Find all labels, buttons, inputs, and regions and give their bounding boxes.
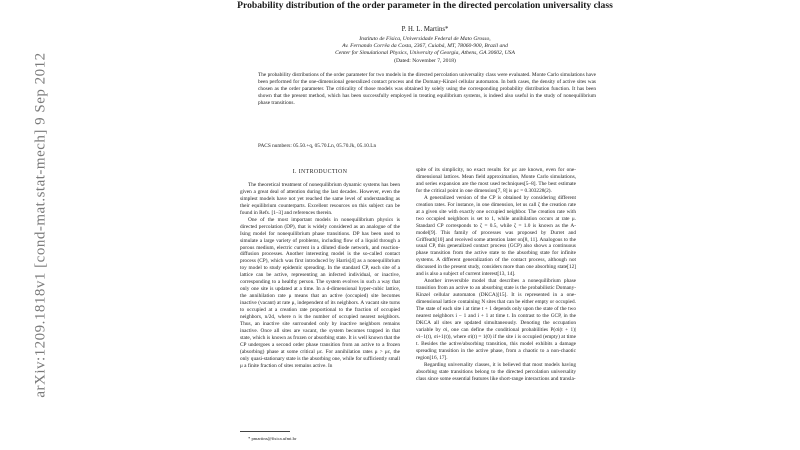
arxiv-side-stamp [30, 40, 52, 410]
affiliation-line: Instituto de Física, Universidade Federal de Mato Grosso, [359, 36, 491, 42]
pacs-numbers: PACS numbers: 05.50.+q, 05.70.Ln, 05.70.Jk, 05.10.Ln [258, 143, 377, 149]
paragraph: A generalized version of the CP is obtained by considering different creation rates. For instance, in one dimension, let us call ζ the creation rate at a given site with exactly one occupied neighbor. The creation rate with two occupied neighbors is set to 1, while annihilation occurs at rate μ. Standard CP corresponds to ζ = 0.5, while ζ = 1.0 is known as the A-model[9]. This family of processes was proposed by Durret and Griffeath[10] and received some attention later on[8, 11]. Analogous to the usual CP, this generalized contact process (GCP) also shows a continuous phase transition from the active state to the absorbing state for infinite systems. A different generalization of the contact process, although not discussed in the present study, considers more than one absorbing state[12] and is also a subject of current interest[13, 14]. [416, 194, 576, 278]
affiliation-line: Center for Simulational Physics, University of Georgia, Athens, GA 30602, USA [335, 50, 515, 57]
left-column [240, 165, 400, 370]
paragraph: The theoretical treatment of nonequilibrium dynamic systems has been given a great deal of attention during the last decades. However, even the simplest models have not yet reached the same level of understanding as their equilibrium counterparts. Excellent resources on this subject can be found in Refs. [1–3] and references therein. [240, 181, 400, 216]
affiliation-block [210, 36, 640, 65]
arxiv-identifier: arXiv:1209.1818v1 [cond-mat.stat-mech] 9 Sep 2012 [32, 52, 49, 398]
affiliation-line: Av. Fernando Corrêa da Costa, 2367, Cuiabá, MT, 78060-900, Brazil and [342, 43, 508, 50]
right-column [416, 167, 576, 383]
author-line: P. H. L. Martins* [401, 26, 449, 33]
section-heading: I. INTRODUCTION [292, 169, 348, 175]
paragraph: Another irreversible model that describes a nonequilibrium phase transition from an active to an absorbing state is the probabilistic Domany-Kinzel cellular automaton (DKCA)[15]. It is represented in a one-dimensional lattice containing N sites that can be either empty or occupied. The state of each site i at time t + 1 depends only upon the state of the two nearest neighbors i − 1 and i + 1 at time t. In contrast to the GCP, in the DKCA all sites are updated simultaneously. Denoting the occupation variable by σi, one can define the conditional probabilities P(σi(t + 1)|σi−1(t), σi+1(t)), where σi(t) = 1(0) if the site i is occupied (empty) at time t. Besides the active/absorbing transition, this model exhibits a damage spreading transition in the active phase, from a chaotic to a non-chaotic region[16, 17]. [416, 278, 576, 361]
abstract: The probability distributions of the order parameter for two models in the directed percolation universality class were evaluated. Monte Carlo simulations have been performed for the one-dimensional generalized contact process and the Domany-Kinzel cellular automaton. In both cases, the density of active sites was chosen as the order parameter. The criticality of those models was obtained by solely using the corresponding probability distribution function. It has been shown that the present method, which has been successfully employed in treating equilibrium systems, is indeed also useful in the study of nonequilibrium phase transitions. [258, 72, 596, 106]
paragraph: spite of its simplicity, no exact results for μc are known, even for one-dimensional lattices. Mean field approximation, Monte Carlo simulations, and series expansion are the most used techniques[5–8]. The best estimate for the critical point in one dimension[7, 8] is μc = 0.303228(2). [416, 167, 576, 194]
paper-title: Probability distribution of the order parameter in the directed percolation universality class [237, 0, 613, 11]
paragraph: One of the most important models in nonequilibrium physics is directed percolation (DP), that is widely considered as an analogue of the Ising model for nonequilibrium phase transitions. DP has been used to simulate a large variety of problems, including flow of a liquid through a porous medium, electric current in a diluted diode network, and reaction-diffusion processes. Another interesting model is the so-called contact process (CP), which was first introduced by Harris[4] as a nonequilibrium toy model to study epidemic spreading. In the standard CP, each site of a lattice can be active, representing an infected individual, or inactive, corresponding to a healthy person. The system evolves in such a way that only one site is updated at a time. In a d-dimensional hyper-cubic lattice, the annihilation rate μ means that an active (occupied) site becomes inactive (vacant) at rate μ, independent of its neighbors. A vacant site turns to occupied at a creation rate proportional to the fraction of occupied neighbors, n/2d, where n is the number of occupied nearest neighbors. Thus, an inactive site surrounded only by inactive neighbors remains inactive. Once all sites are vacant, the system becomes trapped in that state, which is known as frozen or absorbing state. It is well known that the CP undergoes a second order phase transition from an active to a frozen (absorbing) phase at some critical μc. For annihilation rates μ > μc, the only quasi-stationary state is the absorbing one, while for sufficiently small μ a finite fraction of sites remains active. In [240, 216, 400, 369]
footnote-email: * pmartins@fisica.ufmt.br [248, 436, 297, 441]
footnote-rule [240, 431, 290, 432]
date-line: (Dated: November 7, 2018) [394, 57, 456, 64]
paragraph: Regarding universality classes, it is believed that most models having absorbing state transitions belong to the directed percolation universality class since some essential features like short-range interactions and transla- [416, 361, 576, 382]
